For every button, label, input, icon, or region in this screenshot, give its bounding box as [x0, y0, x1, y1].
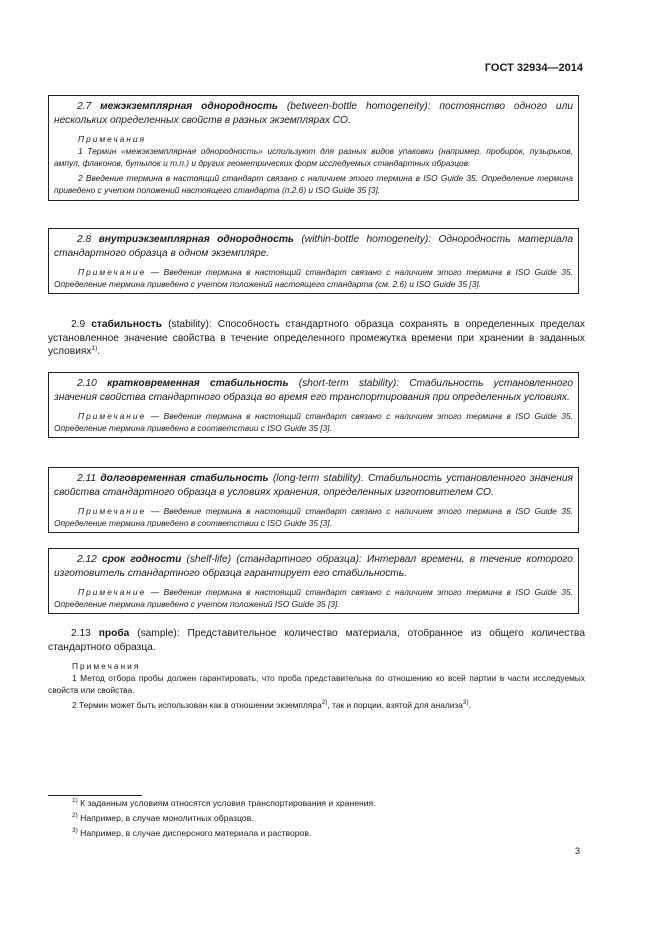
footnote-ref-2: 2)	[321, 699, 328, 707]
term-2-13	[48, 627, 585, 712]
term-2-7-note-2: 2 Введение термина в настоящий стандарт связано с наличием этого термина в ISO Guide 35. Определение термина приведено с учетом положений настоящего стандарта (п.2.6) и ISO Guide 35 [3].	[54, 173, 573, 195]
term-2-12-name: срок годности	[101, 554, 182, 565]
term-2-13-note-1: 1 Метод отбора пробы должен гарантировать, что проба представительна по отношению ко всей партии в части исследуемых свойств или свойства.	[48, 673, 585, 695]
term-2-7-note-1: 1 Термин «межэкземплярная однородность» используют для разных видов упаковки (например, пробирок, пузырьков, ампул, флаконов, бутылок и т.п.) и других геометрических форм исследуемых стандартных образцов.	[54, 146, 573, 168]
footnote-ref-1: 1)	[91, 345, 98, 353]
term-2-12-text: 2.12 срок годности (shelf-life) (стандартного образца): Интервал времени, в течение которого изготовитель стандартного образца гарантирует его стабильность.	[54, 554, 573, 579]
term-box-2-11	[48, 467, 579, 533]
term-2-9-text: 2.9 стабильность (stability): Способность стандартного образца сохранять в определенных пределах установленное значение свойства в течение определенного промежутка времени при хранении в заданных условиях$^{1)}$.	[48, 319, 585, 358]
footnote-ref-3: 3)	[462, 699, 469, 707]
term-2-11-text: 2.11 долговременная стабильность (long-term stability). Стабильность установленного значения свойства стандартного образца в условиях хранения, определенных изготовителем СО.	[54, 473, 573, 498]
term-2-8-note: Примечание — Введение термина в настоящий стандарт связано с наличием этого термина в ISO Guide 35. Определение термина приведено с учетом положений настоящего стандарта (см. 2.6) и ISO Guide 35 [3].	[54, 267, 573, 289]
term-2-13-text: 2.13 проба (sample): Представительное количество материала, отобранное из общего количества стандартного образца.	[48, 628, 585, 653]
term-2-10-text: 2.10 кратковременная стабильность (short-term stability): Стабильность установленного значения свойства стандартного образца во время его транспортирования при определенных условиях.	[54, 378, 573, 403]
term-2-11-note: Примечание — Введение термина в настоящий стандарт связано с наличием этого термина в ISO Guide 35. Определение термина приведено в соответствии с ISO Guide 35 [3].	[54, 506, 573, 528]
footnote-1: $^{1)}$ К заданным условиям относятся условия транспортирования и хранения.	[72, 797, 376, 808]
term-2-8-name: внутриэкземплярная однородность	[98, 234, 294, 245]
term-2-8-text: 2.8 внутриэкземплярная однородность (within-bottle homogeneity): Однородность материала стандартного образца в одном экземпляре.	[54, 234, 573, 259]
term-box-2-10	[48, 372, 579, 438]
term-2-10-note: Примечание — Введение термина в настоящий стандарт связано с наличием этого термина в ISO Guide 35. Определение термина приведено в соответствии с ISO Guide 35 [3].	[54, 411, 573, 433]
term-box-2-12	[48, 548, 579, 614]
footnote-2: $^{2)}$ Например, в случае монолитных образцов.	[72, 812, 254, 823]
term-2-11-name: долговременная стабильность	[100, 473, 269, 484]
term-2-12-note: Примечание — Введение термина в настоящий стандарт связано с наличием этого термина в ISO Guide 35. Определение термина приведено с учетом положений ISO Guide 35 [3].	[54, 587, 573, 609]
term-2-7-text: 2.7 межэкземплярная однородность (between-bottle homogeneity): постоянство одного или нескольких определенных свойств в разных экземплярах СО.	[54, 101, 573, 126]
term-2-7-name: межэкземплярная однородность	[100, 101, 278, 112]
footnote-separator	[48, 795, 142, 796]
term-2-9	[48, 318, 585, 359]
term-2-13-note-2: 2 Термин может быть использован как в отношении экземпляра$^{2)}$, так и порции, взятой для анализа$^{3)}$.	[72, 699, 472, 711]
term-2-9-name: стабильность	[91, 319, 163, 330]
document-header: ГОСТ 32934—2014	[484, 62, 583, 74]
term-2-13-name: проба	[98, 628, 130, 639]
term-2-10-name: кратковременная стабильность	[107, 378, 289, 389]
notes-heading: Примечания	[72, 661, 141, 672]
notes-heading: Примечания	[78, 134, 147, 145]
term-box-2-7	[48, 95, 579, 201]
footnote-3: $^{3)}$ Например, в случае дисперсного материала и растворов.	[72, 827, 312, 838]
term-box-2-8	[48, 228, 579, 294]
page-number: 3	[575, 846, 581, 856]
